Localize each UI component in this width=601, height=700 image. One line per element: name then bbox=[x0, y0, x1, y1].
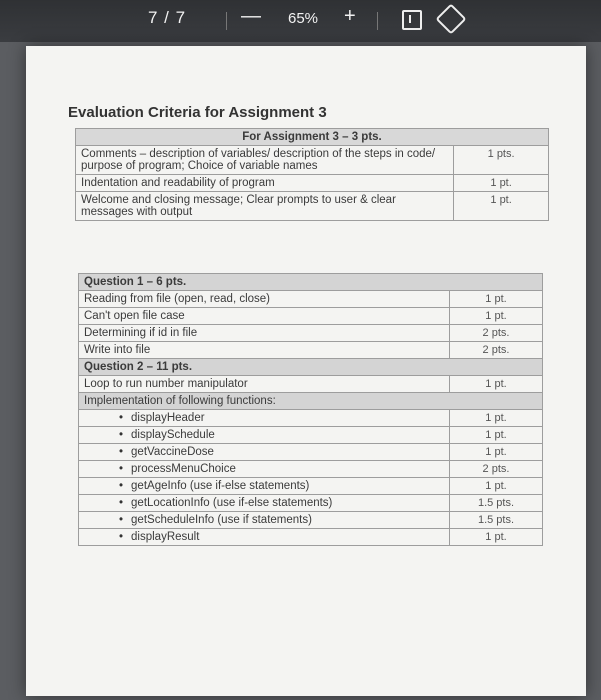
table-row: Comments – description of variables/ description of the steps in code/ purpose of program; Choice of variable names 1 pts. bbox=[76, 146, 549, 175]
table-row: Indentation and readability of program 1 pt. bbox=[76, 175, 549, 192]
rotate-icon[interactable] bbox=[435, 3, 466, 34]
question-1-header: Question 1 – 6 pts. bbox=[79, 274, 543, 291]
function-row: • getAgeInfo (use if-else statements) 1 pt. bbox=[79, 478, 543, 495]
pdf-toolbar bbox=[0, 0, 601, 42]
page-counter: 7 / 7 bbox=[148, 8, 187, 27]
table-row: Determining if id in file 2 pts. bbox=[79, 325, 543, 342]
question-criteria-table bbox=[78, 273, 543, 546]
table-row: Write into file 2 pts. bbox=[79, 342, 543, 359]
function-row: • displayResult 1 pt. bbox=[79, 529, 543, 546]
table-header: For Assignment 3 – 3 pts. bbox=[76, 129, 549, 146]
function-row: • displaySchedule 1 pt. bbox=[79, 427, 543, 444]
table-row: Loop to run number manipulator 1 pt. bbox=[79, 376, 543, 393]
question-2-header: Question 2 – 11 pts. bbox=[79, 359, 543, 376]
function-row: • getLocationInfo (use if-else statements) 1.5 pts. bbox=[79, 495, 543, 512]
zoom-in-button[interactable]: + bbox=[344, 5, 356, 27]
table-row: Welcome and closing message; Clear prompts to user & clear messages with output 1 pt. bbox=[76, 192, 549, 221]
document-title: Evaluation Criteria for Assignment 3 bbox=[68, 104, 327, 121]
table-row: Reading from file (open, read, close) 1 pt. bbox=[79, 291, 543, 308]
function-row: • displayHeader 1 pt. bbox=[79, 410, 543, 427]
pdf-page bbox=[26, 46, 586, 696]
table-row: Can't open file case 1 pt. bbox=[79, 308, 543, 325]
toolbar-divider bbox=[226, 12, 227, 30]
implementation-label: Implementation of following functions: bbox=[79, 393, 543, 410]
function-row: • getVaccineDose 1 pt. bbox=[79, 444, 543, 461]
toolbar-divider bbox=[377, 12, 378, 30]
zoom-level: 65% bbox=[288, 10, 319, 27]
fit-page-icon[interactable] bbox=[402, 10, 422, 30]
assignment-criteria-table bbox=[75, 128, 549, 221]
function-row: • getScheduleInfo (use if statements) 1.5 pts. bbox=[79, 512, 543, 529]
zoom-out-button[interactable]: — bbox=[241, 5, 261, 27]
function-row: • processMenuChoice 2 pts. bbox=[79, 461, 543, 478]
